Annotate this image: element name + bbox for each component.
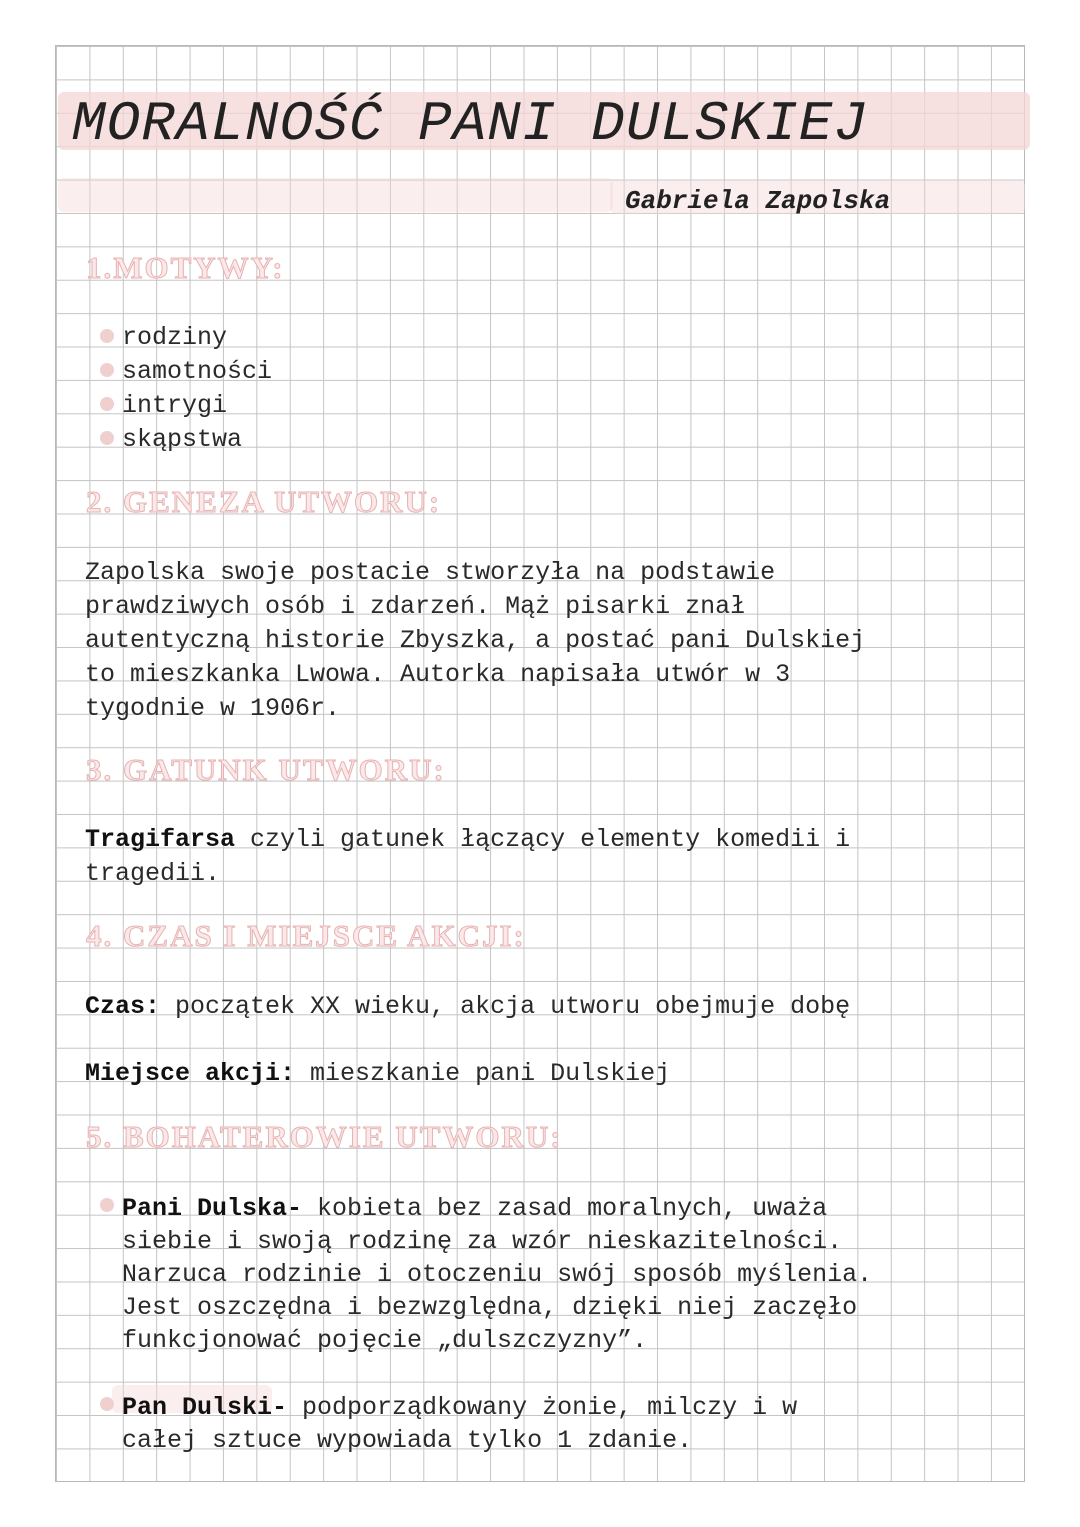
miejsce-text: mieszkanie pani Dulskiej [295, 1059, 671, 1088]
gatunek-text: czyli gatunek łączący elementy komedii i tragedii. [85, 825, 851, 888]
character-description: kobieta bez zasad moralnych, uważa siebie i swoją rodzinę za wzór nieskazitelności. Narzuca rodzinie i otoczeniu swój sposób myślenia. Jest oszczędna i bezwzględna, dzięki niej zaczęło funkcjonować pojęcie „dulszczyzny”. [122, 1194, 873, 1355]
motywy-list [122, 321, 272, 457]
geneza-paragraph: Zapolska swoje postacie stworzyła na podstawie prawdziwych osób i zdarzeń. Mąż pisarki znał autentyczną historie Zbyszka, a postać pani Dulskiej to mieszkanka Lwowa. Autorka napisała utwór w 3 tygodnie w 1906r. [85, 558, 866, 723]
section-heading-czas: 4. CZAS I MIEJSCE AKCJI: [86, 918, 526, 953]
bullet-dot [100, 1397, 114, 1411]
list-item-text: skąpstwa [122, 425, 243, 454]
list-item [122, 389, 272, 423]
list-item [122, 321, 272, 355]
bullet-dot [100, 329, 114, 343]
list-item [122, 1391, 1012, 1457]
author-name: Gabriela Zapolska [625, 186, 891, 216]
section-heading-geneza: 2. GENEZA UTWORU: [86, 484, 442, 519]
list-item-text: intrygi [122, 391, 228, 420]
miejsce-paragraph [85, 1057, 1015, 1091]
section-heading-bohaterowie: 5. BOHATEROWIE UTWORU: [86, 1119, 563, 1154]
czas-paragraph [85, 990, 1015, 1024]
miejsce-label: Miejsce akcji: [85, 1059, 296, 1088]
character-description: podporządkowany żonie, milczy i w całej sztuce wypowiada tylko 1 zdanie. [122, 1393, 798, 1455]
list-item-text: rodziny [122, 323, 228, 352]
section-heading-motywy: 1.MOTYWY: [86, 250, 285, 285]
character-name: Pan Dulski- [122, 1393, 288, 1422]
bohaterowie-list [122, 1192, 1012, 1491]
character-name: Pani Dulska- [122, 1194, 303, 1223]
author-highlight [58, 178, 613, 212]
czas-label: Czas: [85, 992, 161, 1021]
list-item-text: samotności [122, 357, 273, 386]
list-item [122, 355, 272, 389]
bullet-dot [100, 1198, 114, 1212]
list-item [122, 1192, 1012, 1357]
section-heading-gatunek: 3. GATUNK UTWORU: [86, 752, 446, 787]
bullet-dot [100, 431, 114, 445]
page-title: MORALNOŚĆ PANI DULSKIEJ [72, 92, 868, 156]
list-item [122, 423, 272, 457]
gatunek-term: Tragifarsa [85, 825, 236, 854]
czas-text: początek XX wieku, akcja utworu obejmuje dobę [160, 992, 851, 1021]
bullet-dot [100, 397, 114, 411]
gatunek-paragraph [85, 823, 1015, 891]
bullet-dot [100, 363, 114, 377]
